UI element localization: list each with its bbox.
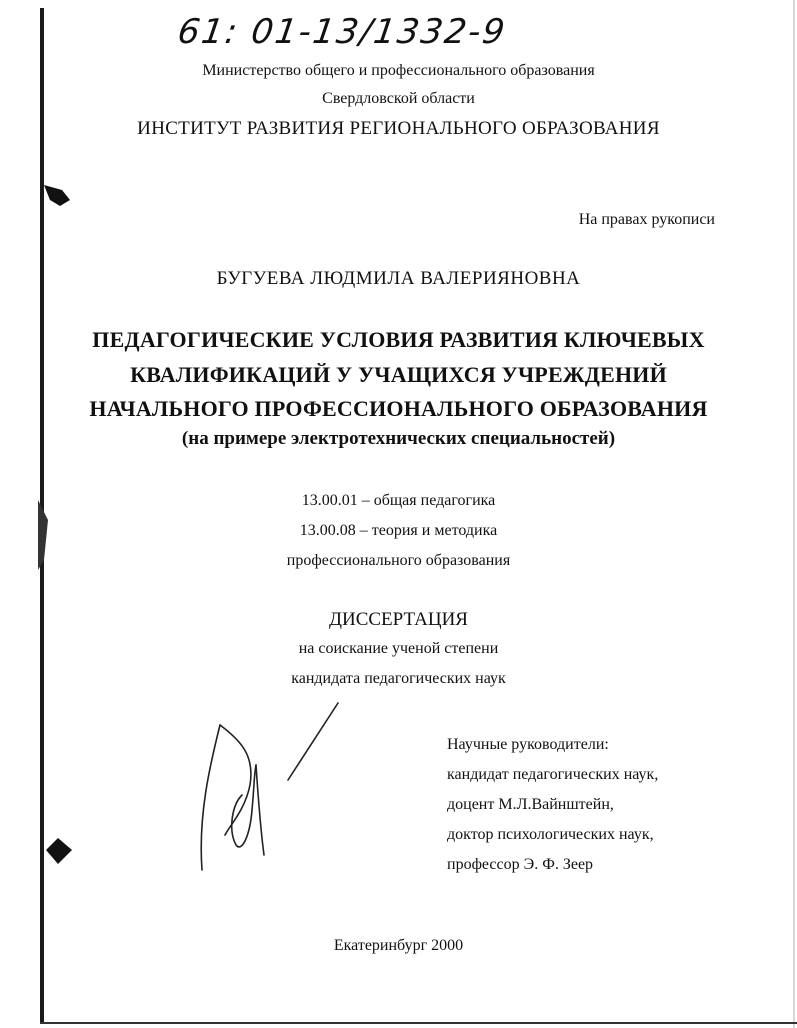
title-subtitle: (на примере электротехнических специальностей) [181,428,616,449]
scan-edge-bottom [40,1022,797,1024]
author-name: БУГУЕВА ЛЮДМИЛА ВАЛЕРИЯНОВНА [216,268,581,289]
binding-marks [0,0,80,1028]
ministry-name: Министерство общего и профессионального образования [202,62,595,79]
specialty-line-2: 13.00.08 – теория и методика [299,522,498,539]
binding-mark-top [44,185,70,206]
city-year: Екатеринбург 2000 [333,937,464,954]
manuscript-note: На правах рукописи [578,211,715,228]
region-name: Свердловской области [322,90,475,107]
handwritten-signature [180,695,350,880]
supervisors-block [447,730,658,880]
document-type: ДИССЕРТАЦИЯ [329,609,468,630]
institute-name: ИНСТИТУТ РАЗВИТИЯ РЕГИОНАЛЬНОГО ОБРАЗОВАНИЯ [137,118,660,139]
supervisor-line-3: доктор психологических наук, [447,826,654,843]
specialty-line-3: профессионального образования [286,552,511,569]
supervisor-line-1: кандидат педагогических наук, [447,766,659,783]
title-line-3: НАЧАЛЬНОГО ПРОФЕССИОНАЛЬНОГО ОБРАЗОВАНИЯ [89,396,708,421]
title-line-2: КВАЛИФИКАЦИЙ У УЧАЩИХСЯ УЧРЕЖДЕНИЙ [130,362,667,387]
binding-mark-diamond [46,838,72,864]
specialty-line-1: 13.00.01 – общая педагогика [301,492,496,509]
supervisor-line-2: доцент М.Л.Вайнштейн, [447,796,614,813]
supervisor-line-4: профессор Э. Ф. Зеер [447,856,594,873]
scan-edge-right [793,0,795,1028]
degree-line-2: кандидата педагогических наук [291,670,506,687]
degree-line-1: на соискание ученой степени [298,640,499,657]
supervisors-heading: Научные руководители: [447,736,609,753]
title-line-1: ПЕДАГОГИЧЕСКИЕ УСЛОВИЯ РАЗВИТИЯ КЛЮЧЕВЫХ [92,327,705,352]
archive-stamp: 61: 01-13/1332-9 [175,12,510,52]
